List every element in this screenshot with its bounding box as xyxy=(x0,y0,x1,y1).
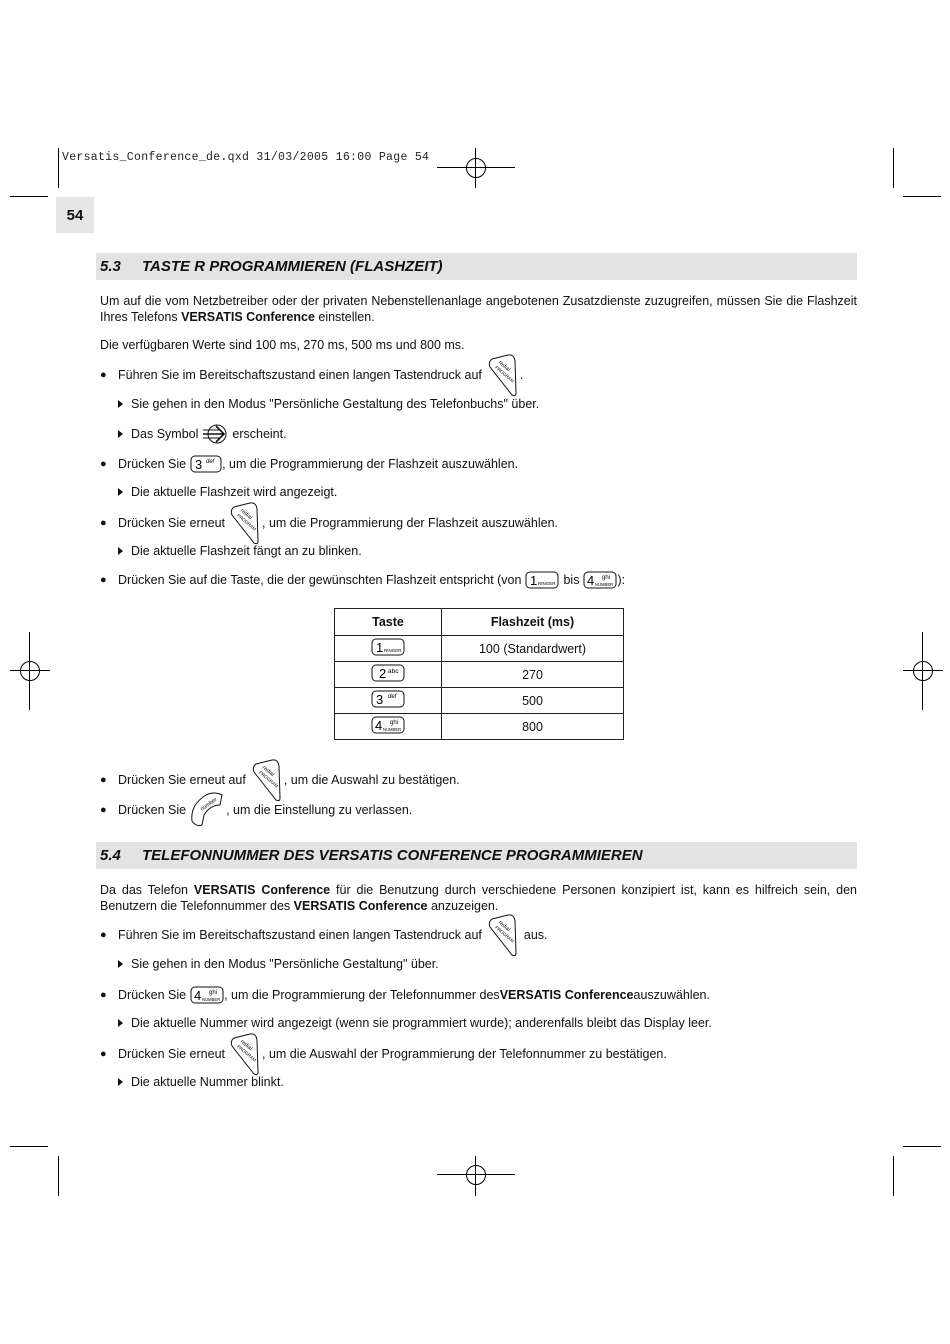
step-3: ● Drücken Sie erneut , um die Auswahl der Programmierung der Telefonnummer zu bestätigen. xyxy=(100,1033,667,1075)
key-4-ghi-number-icon xyxy=(371,716,405,734)
text: auszuwählen. xyxy=(633,988,710,1002)
text: Um auf die vom Netzbetreiber oder der privaten Nebenstellenanlage angebotenen Zusatzdienste zuzugreifen, müssen Sie die Flashzeit Ihres Telefons xyxy=(100,294,857,324)
redial-program-key-icon xyxy=(486,353,520,397)
redial-program-key-icon xyxy=(486,913,520,957)
text: Drücken Sie auf die Taste, die der gewünschten Flashzeit entspricht (von xyxy=(118,573,522,587)
substep xyxy=(118,1075,284,1089)
svg-text:3: 3 xyxy=(376,692,384,707)
text: Das Symbol xyxy=(131,427,199,441)
table-row xyxy=(335,714,624,740)
svg-text:ghi: ghi xyxy=(390,720,399,726)
key-cell xyxy=(335,688,442,714)
key-cell xyxy=(335,714,442,740)
svg-text:1: 1 xyxy=(376,640,384,655)
section-5-4-heading xyxy=(96,842,857,869)
svg-text:3: 3 xyxy=(195,457,203,472)
text: anzuzeigen. xyxy=(427,899,499,913)
key-1-ringer-icon xyxy=(525,571,559,589)
text: ): xyxy=(617,573,626,587)
text: , um die Auswahl zu bestätigen. xyxy=(283,773,460,787)
text: bis xyxy=(563,573,580,587)
svg-text:def: def xyxy=(388,694,397,700)
text: Drücken Sie erneut xyxy=(118,516,226,530)
text: Da das Telefon xyxy=(100,883,194,897)
substep xyxy=(118,485,337,499)
key-cell xyxy=(335,662,442,688)
key-4-ghi-number-icon xyxy=(583,571,617,589)
step-2: ● Drücken Sie 3 def , um die Programmierung der Flashzeit auszuwählen. xyxy=(100,457,519,472)
text: Drücken Sie xyxy=(118,457,187,471)
text: aus. xyxy=(523,928,548,942)
section-title: TASTE R PROGRAMMIEREN (FLASHZEIT) xyxy=(142,258,443,275)
intro-paragraph xyxy=(100,882,857,914)
step-4: ● Drücken Sie auf die Taste, die der gewünschten Flashzeit entspricht (von 1 RINGER bis 4 ghi NUMBER ): xyxy=(100,573,626,588)
text: Führen Sie im Bereitschaftszustand einen langen Tastendruck auf xyxy=(118,928,482,942)
step-1: ● Führen Sie im Bereitschaftszustand einen langen Tastendruck auf aus. xyxy=(100,913,548,957)
text: Führen Sie im Bereitschaftszustand einen langen Tastendruck auf xyxy=(118,368,482,382)
table-header: Taste xyxy=(335,609,442,636)
text: Drücken Sie erneut auf xyxy=(118,773,246,787)
svg-text:RINGER: RINGER xyxy=(384,648,402,653)
svg-text:NUMBER: NUMBER xyxy=(595,582,614,587)
svg-text:ghi: ghi xyxy=(209,990,218,996)
key-4-ghi-number-icon xyxy=(190,986,224,1004)
text: Drücken Sie erneut xyxy=(118,1047,226,1061)
value-cell: 100 (Standardwert) xyxy=(442,636,624,662)
table-row xyxy=(335,662,624,688)
key-1-ringer-icon xyxy=(371,638,405,656)
step-2: ● Drücken Sie 4 ghi NUMBER , um die Programmierung der Telefonnummer des VERSATIS Conference auszuwählen. xyxy=(100,988,710,1003)
text: Sie gehen in den Modus "Persönliche Gestaltung des Telefonbuchs" über. xyxy=(131,397,540,411)
svg-text:1: 1 xyxy=(530,573,538,588)
text: . xyxy=(519,368,524,382)
product-name: VERSATIS Conference xyxy=(181,310,315,324)
text: , um die Programmierung der Flashzeit auszuwählen. xyxy=(262,516,558,530)
value-cell: 800 xyxy=(442,714,624,740)
key-3-def-icon xyxy=(371,690,405,708)
svg-text:NUMBER: NUMBER xyxy=(383,727,402,732)
table-row xyxy=(335,636,624,662)
section-number: 5.4 xyxy=(100,847,121,864)
text: , um die Programmierung der Flashzeit auszuwählen. xyxy=(222,457,519,471)
text: Die aktuelle Flashzeit fängt an zu blinken. xyxy=(131,544,362,558)
text: Die aktuelle Nummer wird angezeigt (wenn sie programmiert wurde); anderenfalls bleibt das Display leer. xyxy=(131,1016,712,1030)
svg-text:4: 4 xyxy=(375,718,383,733)
text: für die Benutzung durch verschiedene Personen konzipiert ist, kann es hilfreich sein, den Benutzern die Telefonnummer des xyxy=(100,883,857,913)
text: Drücken Sie xyxy=(118,803,187,817)
text: erscheint. xyxy=(232,427,287,441)
key-cell xyxy=(335,636,442,662)
text: Die aktuelle Flashzeit wird angezeigt. xyxy=(131,485,338,499)
svg-text:ghi: ghi xyxy=(602,575,611,581)
text: , um die Programmierung der Telefonnummer des xyxy=(224,988,500,1002)
step-3: ● Drücken Sie erneut , um die Programmierung der Flashzeit auszuwählen. xyxy=(100,503,558,543)
section-5-3-heading xyxy=(96,253,857,280)
redial-program-key-icon xyxy=(228,501,262,545)
step-6: ● Drücken Sie number , um die Einstellung zu verlassen. xyxy=(100,791,412,829)
substep xyxy=(118,423,287,445)
number-key-icon xyxy=(188,791,226,829)
table-row xyxy=(335,688,624,714)
value-cell: 270 xyxy=(442,662,624,688)
svg-text:number: number xyxy=(199,796,219,813)
redial-program-key-icon xyxy=(228,1032,262,1076)
svg-text:RINGER: RINGER xyxy=(538,581,556,586)
flashzeit-table xyxy=(334,608,624,740)
key-3-def-icon xyxy=(190,455,222,473)
value-cell: 500 xyxy=(442,688,624,714)
substep xyxy=(118,544,362,558)
section-title: TELEFONNUMMER DES VERSATIS CONFERENCE PROGRAMMIEREN xyxy=(142,847,643,864)
table-header-row xyxy=(335,609,624,636)
substep xyxy=(118,957,439,971)
substep xyxy=(118,397,539,411)
section-number: 5.3 xyxy=(100,258,121,275)
substep xyxy=(118,1016,712,1030)
svg-text:2: 2 xyxy=(379,666,387,681)
file-slug: Versatis_Conference_de.qxd 31/03/2005 16:00 Page 54 xyxy=(62,151,430,164)
text: Sie gehen in den Modus "Persönliche Gestaltung" über. xyxy=(131,957,439,971)
text: , um die Auswahl der Programmierung der Telefonnummer zu bestätigen. xyxy=(262,1047,667,1061)
step-5: ● Drücken Sie erneut auf , um die Auswahl zu bestätigen. xyxy=(100,758,460,802)
product-name: VERSATIS Conference xyxy=(193,883,331,897)
table-header: Flashzeit (ms) xyxy=(442,609,624,636)
svg-text:NUMBER: NUMBER xyxy=(202,997,221,1002)
values-paragraph: Die verfügbaren Werte sind 100 ms, 270 ms, 500 ms und 800 ms. xyxy=(100,338,465,352)
product-name: VERSATIS Conference xyxy=(499,988,634,1002)
text: , um die Einstellung zu verlassen. xyxy=(226,803,413,817)
page-number: 54 xyxy=(56,197,94,233)
key-2-abc-icon xyxy=(371,664,405,682)
svg-text:abc: abc xyxy=(388,668,399,675)
step-1: ● Führen Sie im Bereitschaftszustand einen langen Tastendruck auf . xyxy=(100,354,523,396)
text: Die aktuelle Nummer blinkt. xyxy=(131,1075,284,1089)
intro-paragraph xyxy=(100,293,857,325)
svg-text:def: def xyxy=(206,459,215,465)
text: einstellen. xyxy=(314,310,375,324)
svg-text:4: 4 xyxy=(194,988,202,1003)
text: Drücken Sie xyxy=(118,988,187,1002)
programming-arrow-icon xyxy=(201,423,229,445)
svg-text:4: 4 xyxy=(587,573,595,588)
product-name: VERSATIS Conference xyxy=(293,899,428,913)
